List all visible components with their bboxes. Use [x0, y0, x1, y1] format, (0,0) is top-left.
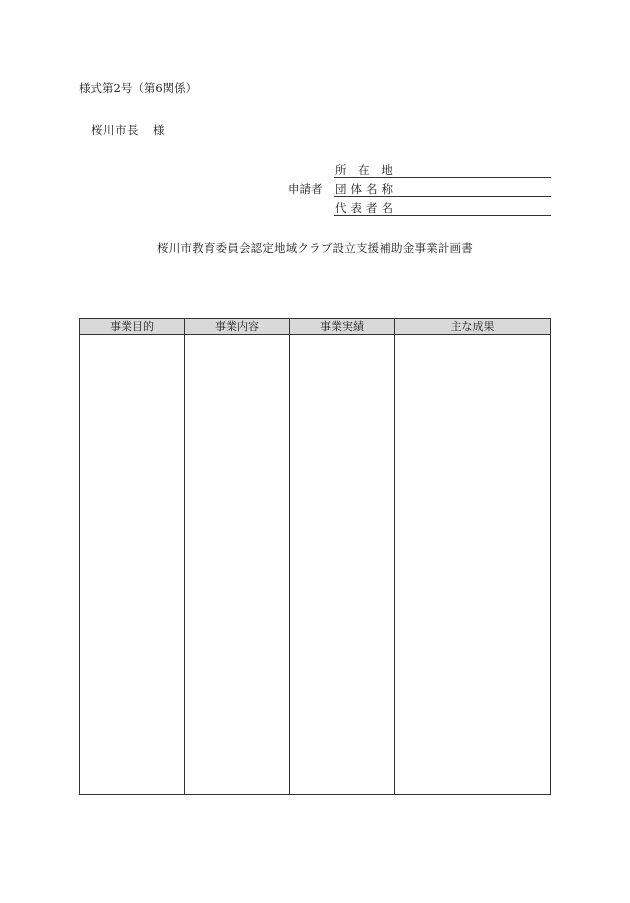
addressee-suffix: 様	[153, 123, 165, 137]
applicant-address-field[interactable]: 所 在 地	[334, 162, 551, 178]
applicant-label: 申請者	[288, 182, 323, 196]
applicant-representative-field[interactable]: 代表者名	[334, 200, 551, 216]
column-header-outcomes: 主な成果	[395, 319, 551, 335]
column-header-content: 事業内容	[185, 319, 290, 335]
plan-table	[79, 318, 551, 795]
plan-table-header	[80, 319, 551, 335]
cell-results[interactable]	[290, 335, 395, 795]
form-number: 様式第2号（第6関係）	[79, 81, 198, 95]
table-row	[80, 335, 551, 795]
column-header-results: 事業実績	[290, 319, 395, 335]
cell-outcomes[interactable]	[395, 335, 551, 795]
applicant-org-name-field[interactable]: 団体名称	[334, 181, 551, 197]
cell-purpose[interactable]	[80, 335, 185, 795]
addressee	[91, 122, 165, 138]
addressee-name: 桜川市長	[91, 123, 139, 137]
column-header-purpose: 事業目的	[80, 319, 185, 335]
cell-content[interactable]	[185, 335, 290, 795]
document-title: 桜川市教育委員会認定地域クラブ設立支援補助金事業計画書	[157, 241, 473, 255]
